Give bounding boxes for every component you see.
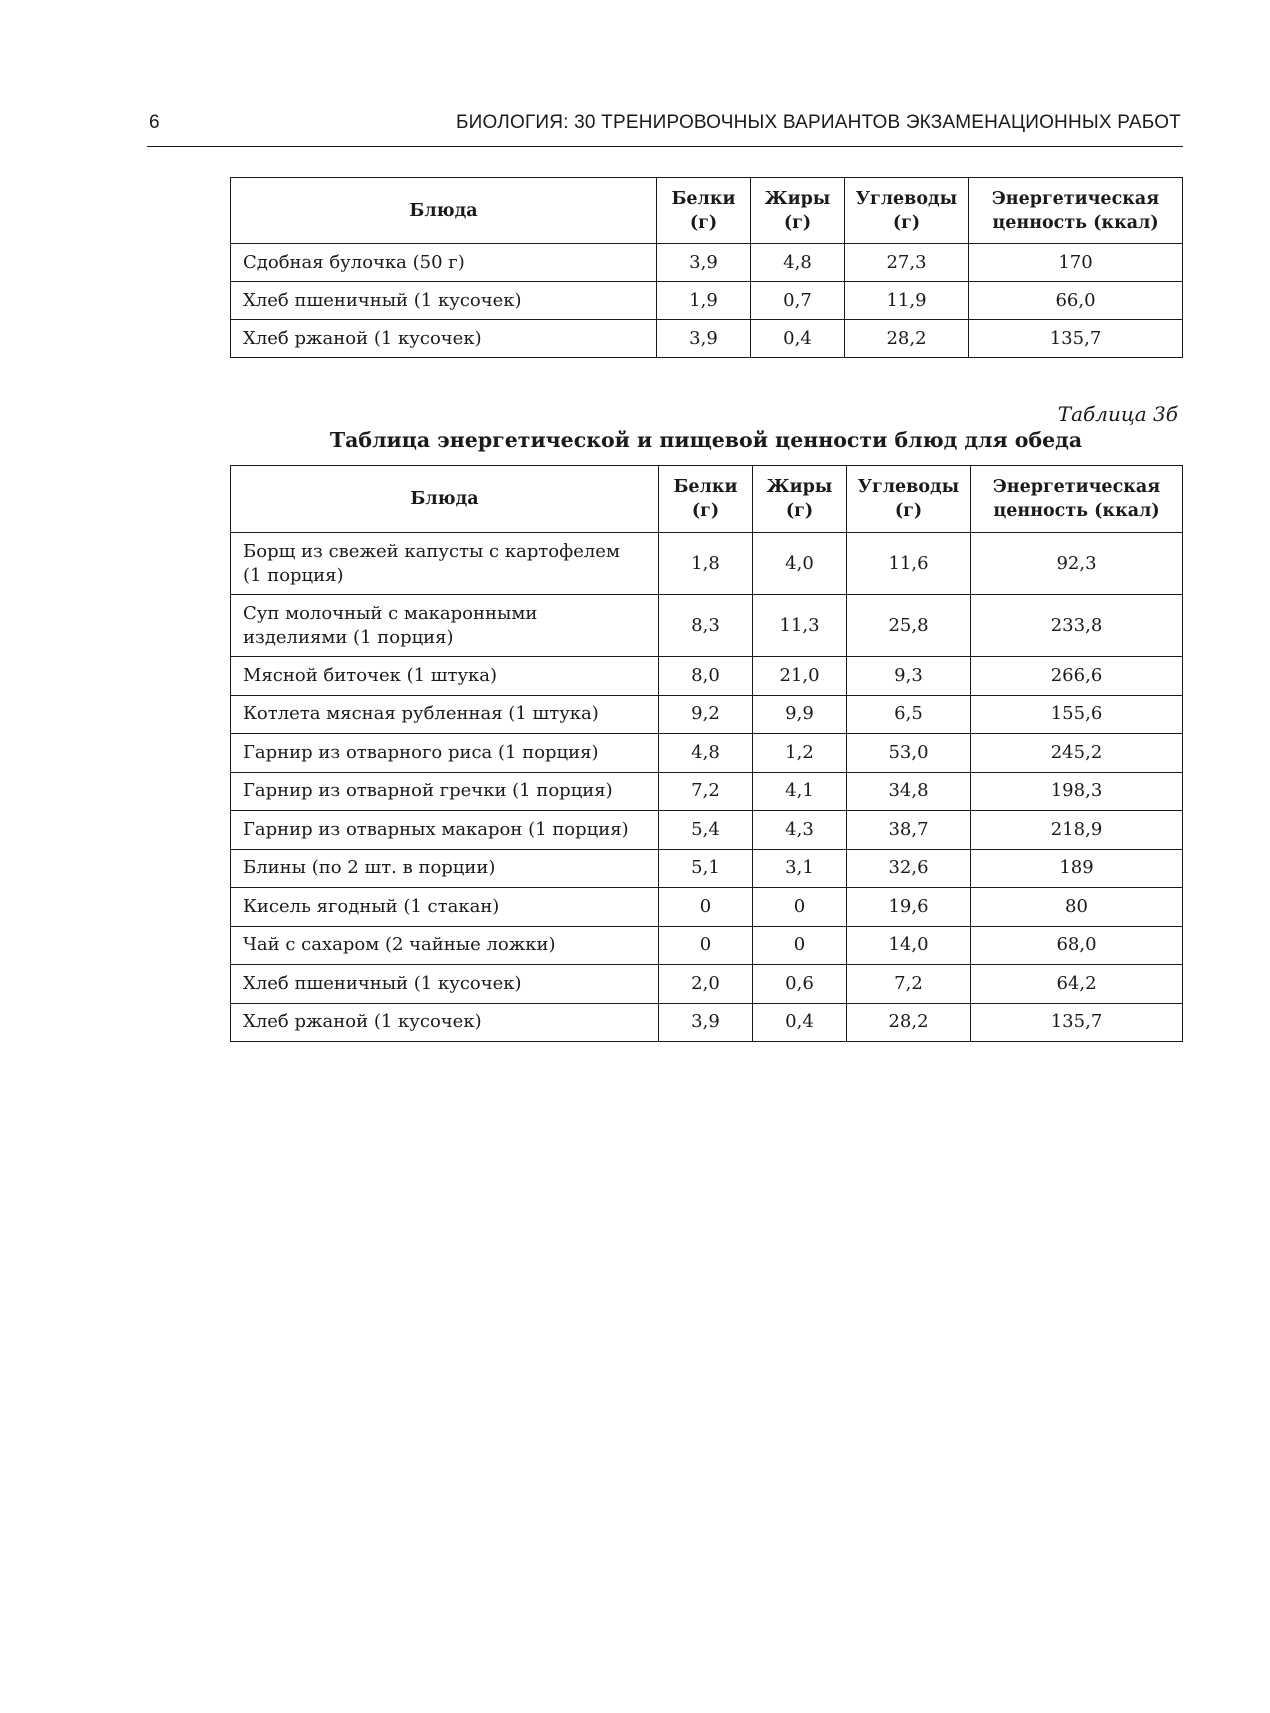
cell-carbs: 7,2: [847, 965, 971, 1004]
cell-dish: Гарнир из отварной гречки (1 порция): [231, 772, 659, 811]
col-header-carbs: Углеводы (г): [847, 466, 971, 533]
table-title: Таблица энергетической и пищевой ценности блюд для обеда: [329, 428, 1083, 452]
cell-energy: 189: [971, 849, 1183, 888]
cell-energy: 198,3: [971, 772, 1183, 811]
table-row: [231, 657, 1183, 696]
cell-dish: Хлеб ржаной (1 кусочек): [231, 1003, 659, 1042]
cell-carbs: 27,3: [845, 244, 969, 282]
cell-carbs: 25,8: [847, 595, 971, 657]
cell-protein: 5,4: [659, 811, 753, 850]
table-row: [231, 926, 1183, 965]
col-header-fat: Жиры (г): [753, 466, 847, 533]
cell-protein: 8,3: [659, 595, 753, 657]
cell-protein: 9,2: [659, 695, 753, 734]
table-row: [231, 533, 1183, 595]
cell-fat: 4,0: [753, 533, 847, 595]
cell-energy: 135,7: [969, 320, 1183, 358]
cell-energy: 266,6: [971, 657, 1183, 696]
cell-dish: Котлета мясная рубленная (1 штука): [231, 695, 659, 734]
cell-carbs: 53,0: [847, 734, 971, 773]
cell-energy: 218,9: [971, 811, 1183, 850]
cell-dish: Мясной биточек (1 штука): [231, 657, 659, 696]
cell-dish: Сдобная булочка (50 г): [231, 244, 657, 282]
cell-fat: 11,3: [753, 595, 847, 657]
cell-fat: 4,3: [753, 811, 847, 850]
cell-carbs: 32,6: [847, 849, 971, 888]
table-row: [231, 772, 1183, 811]
table-row: [231, 282, 1183, 320]
cell-protein: 8,0: [659, 657, 753, 696]
cell-carbs: 11,9: [845, 282, 969, 320]
page-number: 6: [149, 112, 160, 133]
cell-protein: 3,9: [657, 244, 751, 282]
table-label: Таблица 3б: [1057, 402, 1178, 426]
col-header-protein: Белки (г): [659, 466, 753, 533]
cell-fat: 4,1: [753, 772, 847, 811]
cell-energy: 155,6: [971, 695, 1183, 734]
cell-protein: 5,1: [659, 849, 753, 888]
table-row: [231, 888, 1183, 927]
cell-carbs: 34,8: [847, 772, 971, 811]
cell-dish: Борщ из свежей капусты с картофелем (1 порция): [231, 533, 659, 595]
cell-fat: 0,6: [753, 965, 847, 1004]
cell-energy: 68,0: [971, 926, 1183, 965]
table-row: [231, 320, 1183, 358]
cell-dish: Гарнир из отварного риса (1 порция): [231, 734, 659, 773]
col-header-dish: Блюда: [231, 466, 659, 533]
cell-dish: Хлеб ржаной (1 кусочек): [231, 320, 657, 358]
cell-carbs: 6,5: [847, 695, 971, 734]
cell-dish: Суп молочный с макаронными изделиями (1 порция): [231, 595, 659, 657]
cell-protein: 0: [659, 888, 753, 927]
cell-fat: 1,2: [753, 734, 847, 773]
col-header-protein: Белки (г): [657, 178, 751, 244]
cell-dish: Хлеб пшеничный (1 кусочек): [231, 282, 657, 320]
table-row: [231, 849, 1183, 888]
col-header-fat: Жиры (г): [751, 178, 845, 244]
col-header-energy: Энергетическая ценность (ккал): [969, 178, 1183, 244]
cell-carbs: 28,2: [845, 320, 969, 358]
cell-dish: Хлеб пшеничный (1 кусочек): [231, 965, 659, 1004]
col-header-carbs: Углеводы (г): [845, 178, 969, 244]
cell-fat: 4,8: [751, 244, 845, 282]
cell-dish: Чай с сахаром (2 чайные ложки): [231, 926, 659, 965]
cell-protein: 3,9: [657, 320, 751, 358]
cell-fat: 0: [753, 926, 847, 965]
table-row: [231, 734, 1183, 773]
cell-fat: 0,4: [753, 1003, 847, 1042]
cell-protein: 1,8: [659, 533, 753, 595]
col-header-dish: Блюда: [231, 178, 657, 244]
table-header-row: [231, 178, 1183, 244]
book-title: БИОЛОГИЯ: 30 ТРЕНИРОВОЧНЫХ ВАРИАНТОВ ЭКЗАМЕНАЦИОННЫХ РАБОТ: [456, 112, 1181, 133]
cell-fat: 0,4: [751, 320, 845, 358]
cell-protein: 7,2: [659, 772, 753, 811]
cell-fat: 21,0: [753, 657, 847, 696]
table-row: [231, 595, 1183, 657]
table-row: [231, 244, 1183, 282]
table-row: [231, 811, 1183, 850]
cell-carbs: 19,6: [847, 888, 971, 927]
cell-energy: 170: [969, 244, 1183, 282]
cell-fat: 0,7: [751, 282, 845, 320]
cell-carbs: 9,3: [847, 657, 971, 696]
cell-protein: 1,9: [657, 282, 751, 320]
cell-carbs: 14,0: [847, 926, 971, 965]
lunch-nutrition-table: [230, 465, 1183, 1042]
cell-dish: Кисель ягодный (1 стакан): [231, 888, 659, 927]
col-header-energy: Энергетическая ценность (ккал): [971, 466, 1183, 533]
cell-fat: 0: [753, 888, 847, 927]
cell-fat: 9,9: [753, 695, 847, 734]
table-row: [231, 695, 1183, 734]
table-row: [231, 1003, 1183, 1042]
cell-energy: 66,0: [969, 282, 1183, 320]
cell-energy: 64,2: [971, 965, 1183, 1004]
cell-energy: 80: [971, 888, 1183, 927]
cell-protein: 0: [659, 926, 753, 965]
cell-energy: 92,3: [971, 533, 1183, 595]
cell-dish: Гарнир из отварных макарон (1 порция): [231, 811, 659, 850]
cell-energy: 245,2: [971, 734, 1183, 773]
cell-energy: 135,7: [971, 1003, 1183, 1042]
cell-carbs: 38,7: [847, 811, 971, 850]
cell-dish: Блины (по 2 шт. в порции): [231, 849, 659, 888]
cell-carbs: 11,6: [847, 533, 971, 595]
cell-carbs: 28,2: [847, 1003, 971, 1042]
nutrition-table-continued: [230, 177, 1183, 358]
cell-fat: 3,1: [753, 849, 847, 888]
running-head: [147, 110, 1183, 147]
cell-energy: 233,8: [971, 595, 1183, 657]
cell-protein: 2,0: [659, 965, 753, 1004]
table-row: [231, 965, 1183, 1004]
cell-protein: 4,8: [659, 734, 753, 773]
table-header-row: [231, 466, 1183, 533]
cell-protein: 3,9: [659, 1003, 753, 1042]
